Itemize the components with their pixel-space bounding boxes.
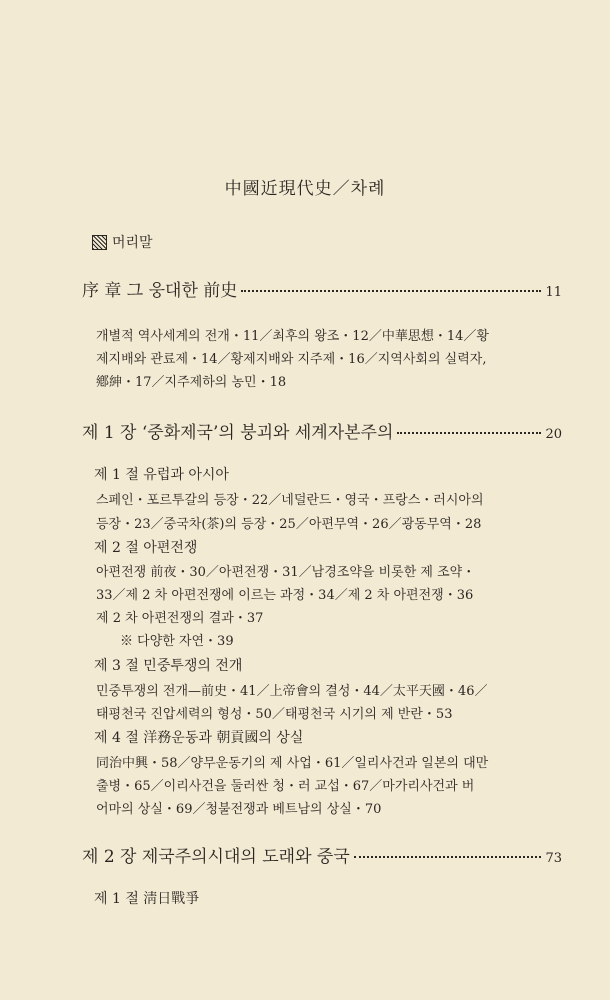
- chapter2-entry: [82, 842, 562, 867]
- section-1-4-line-3: 어마의 상실・69／청불전쟁과 베트남의 상실・70: [96, 802, 382, 817]
- page-title: 中國近現代史／차례: [224, 179, 386, 199]
- section-1-2-line-2: 33／제 2 차 아편전쟁에 이르는 과정・34／제 2 차 아편전쟁・36: [96, 588, 474, 603]
- leader-dots: [241, 290, 541, 292]
- leader-dots: [354, 856, 542, 858]
- chapter2-page: 73: [545, 851, 562, 866]
- hatched-square-icon: [92, 235, 107, 250]
- section-1-3-line-2: 태평천국 진압세력의 형성・50／태평천국 시기의 제 반란・53: [96, 707, 453, 722]
- section-1-1-title: 제 1 절 유럽과 아시아: [94, 467, 229, 483]
- section-1-3-line-1: 민중투쟁의 전개—前史・41／上帝會의 결성・44／太平天國・46／: [96, 684, 488, 699]
- prologue-label: 序 章 그 웅대한 前史: [82, 281, 238, 301]
- section-1-2-note: ※ 다양한 자연・39: [120, 634, 234, 649]
- section-1-4-line-1: 同治中興・58／양무운동기의 제 사업・61／일리사건과 일본의 대만: [96, 756, 489, 771]
- section-1-4-line-2: 출병・65／이리사건을 둘러싼 청・러 교섭・67／마가리사건과 버: [96, 779, 475, 794]
- prologue-line-2: 제지배와 관료제・14／황제지배와 지주제・16／지역사회의 실력자,: [96, 352, 487, 367]
- section-2-1-title: 제 1 절 淸日戰爭: [94, 891, 200, 907]
- prologue-line-3: 鄕紳・17／지주제하의 농민・18: [96, 375, 287, 390]
- chapter2-label: 제 2 장 제국주의시대의 도래와 중국: [82, 847, 350, 867]
- section-1-1-line-2: 등장・23／중국차(茶)의 등장・25／아편무역・26／광동무역・28: [96, 517, 482, 532]
- prologue-entry: [82, 276, 562, 301]
- section-1-4-title: 제 4 절 洋務운동과 朝貢國의 상실: [94, 730, 304, 746]
- section-1-2-line-1: 아편전쟁 前夜・30／아편전쟁・31／남경조약을 비롯한 제 조약・: [96, 565, 476, 580]
- preface-entry: [92, 232, 153, 252]
- section-1-2-line-3: 제 2 차 아편전쟁의 결과・37: [96, 611, 264, 626]
- preface-label: 머리말: [112, 235, 153, 251]
- chapter1-page: 20: [545, 427, 562, 442]
- prologue-line-1: 개별적 역사세계의 전개・11／최후의 왕조・12／中華思想・14／황: [96, 329, 489, 344]
- chapter1-label: 제 1 장 ‘중화제국’의 붕괴와 세계자본주의: [82, 423, 394, 443]
- section-1-1-line-1: 스페인・포르투갈의 등장・22／네덜란드・영국・프랑스・러시아의: [96, 493, 484, 508]
- leader-dots: [397, 432, 541, 434]
- prologue-page: 11: [545, 285, 562, 300]
- section-1-3-title: 제 3 절 민중투쟁의 전개: [94, 658, 243, 674]
- chapter1-entry: [82, 418, 562, 443]
- section-1-2-title: 제 2 절 아편전쟁: [94, 540, 198, 556]
